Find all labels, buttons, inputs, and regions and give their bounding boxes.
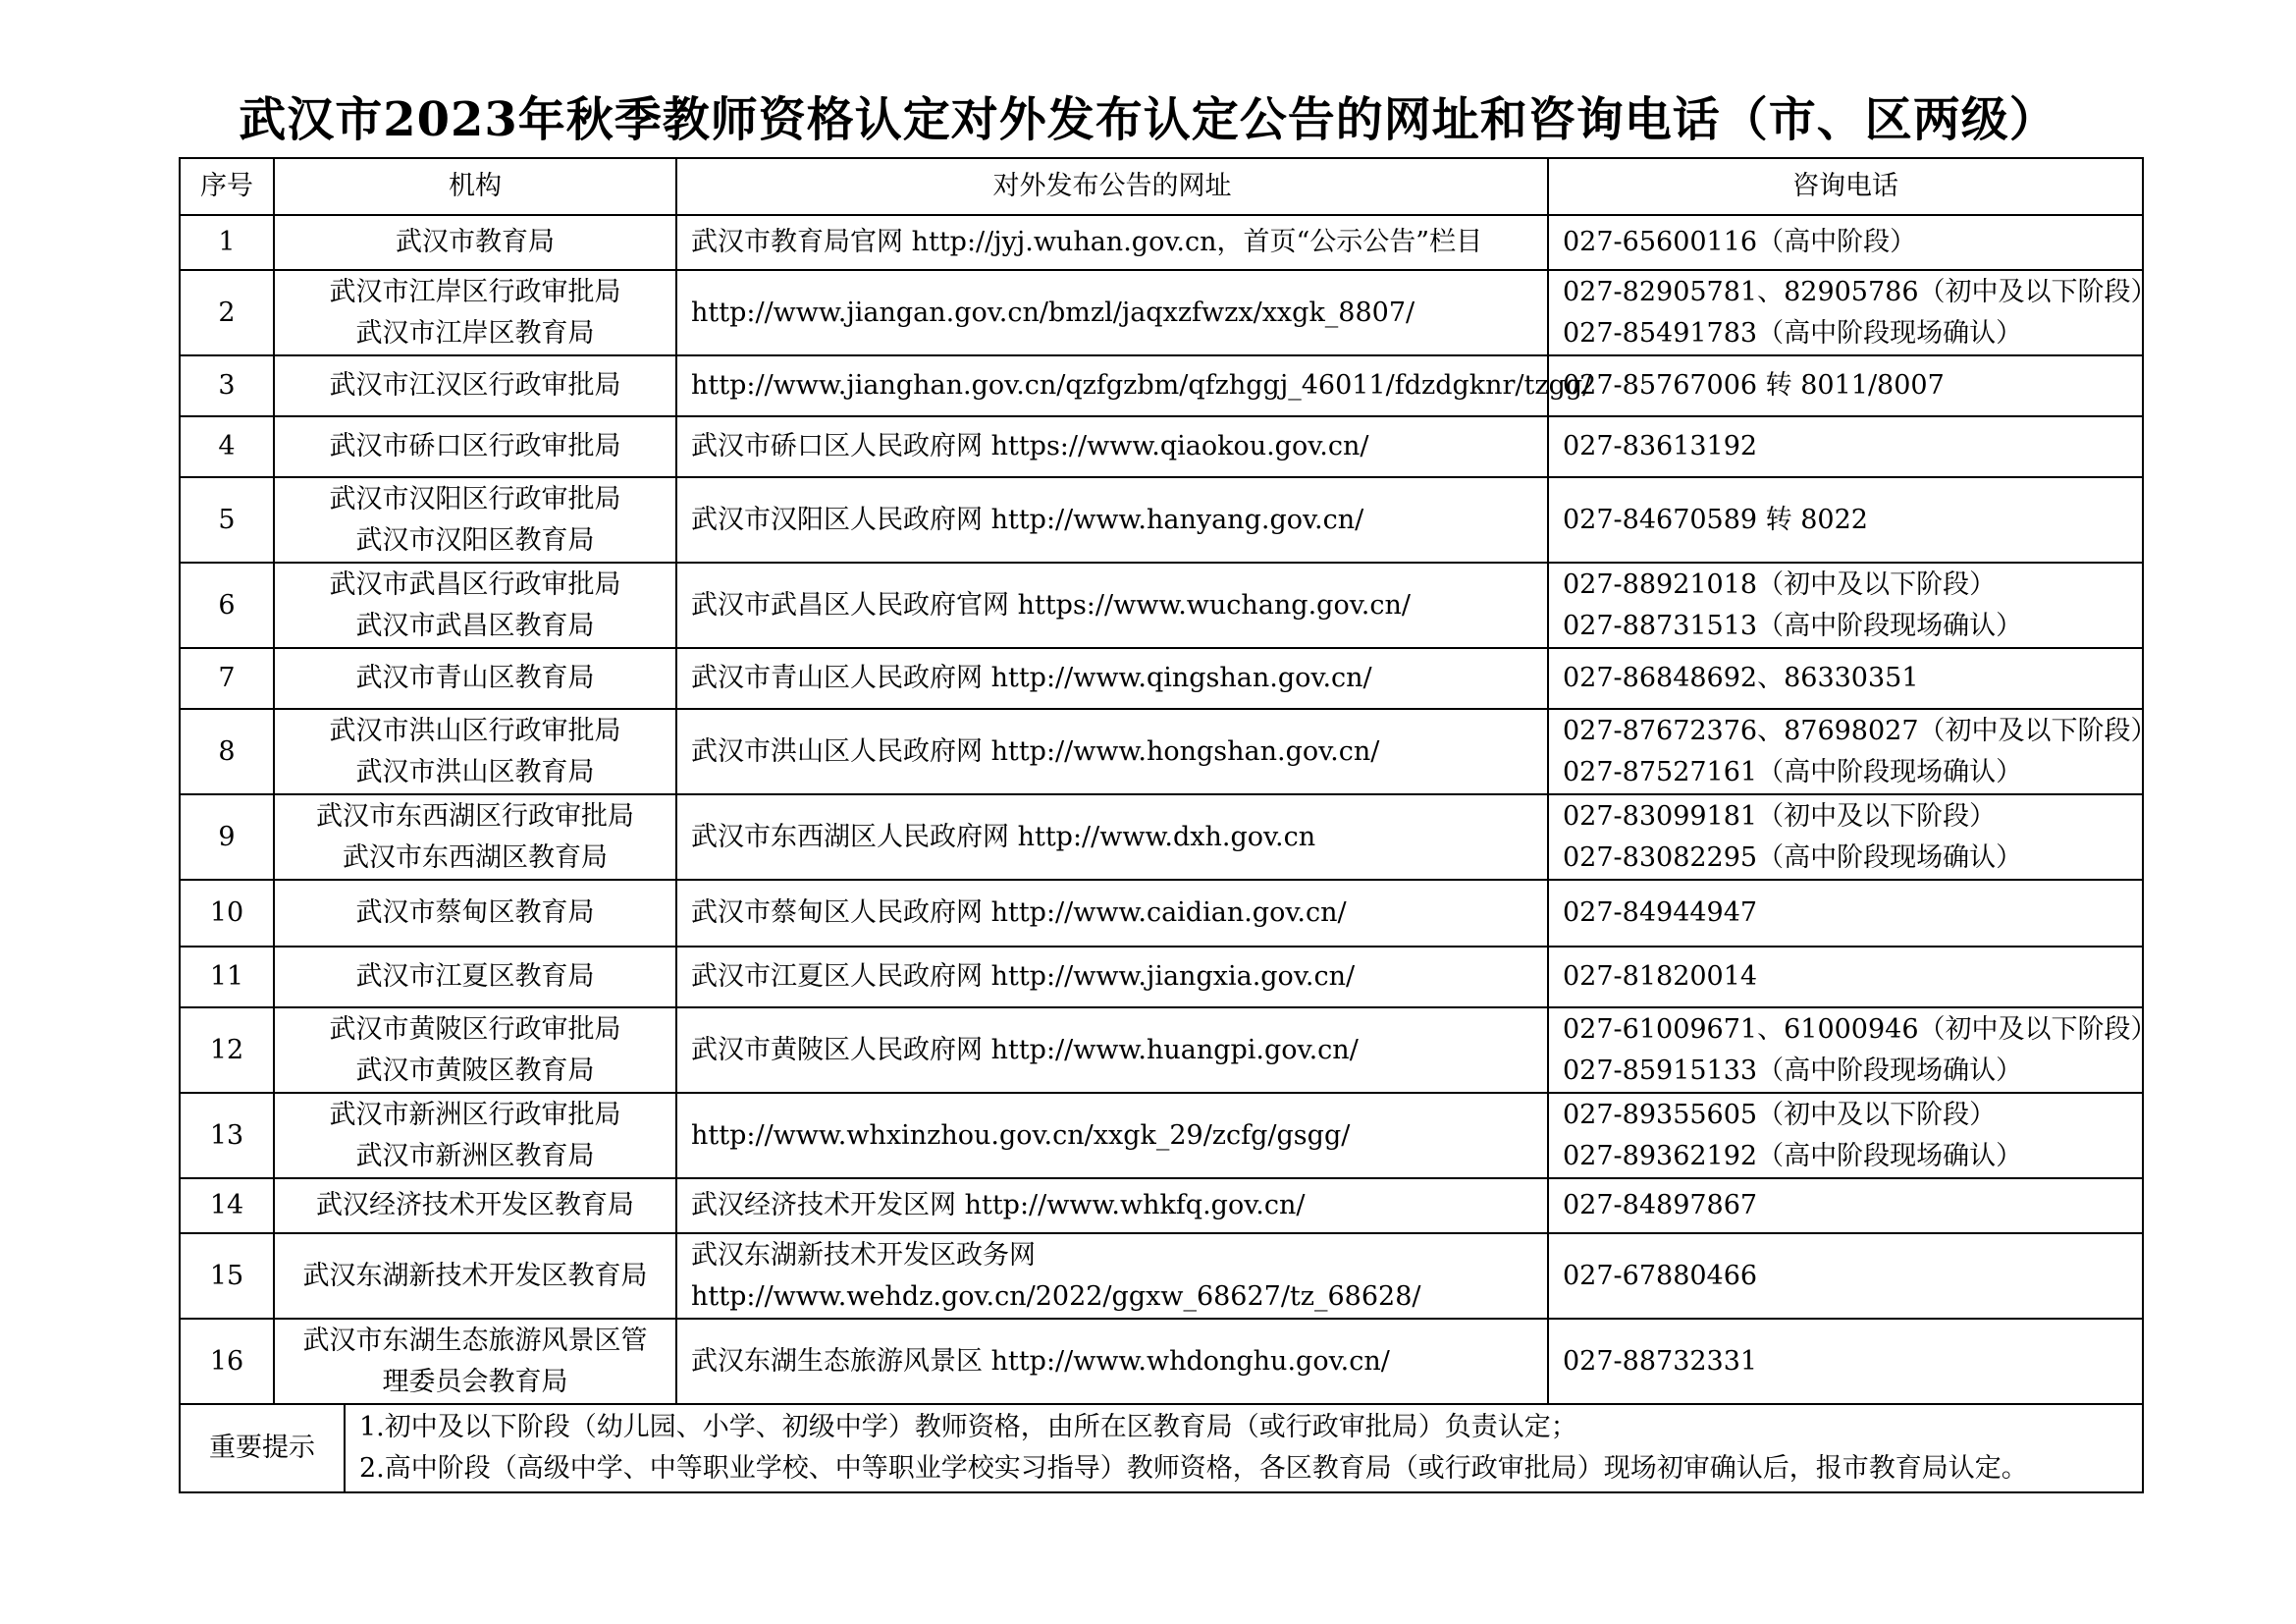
cell-org-line: 武汉市黄陂区行政审批局 — [329, 1013, 621, 1045]
cell-url — [676, 1007, 1548, 1093]
cell-seq: 1 — [180, 215, 274, 270]
cell-url-line: 武汉市东西湖区人民政府网 http://www.dxh.gov.cn — [691, 821, 1316, 852]
cell-url-line: 武汉市硚口区人民政府网 https://www.qiaokou.gov.cn/ — [691, 431, 1369, 461]
cell-org — [274, 270, 676, 355]
cell-org — [274, 1007, 676, 1093]
cell-org — [274, 880, 676, 947]
cell-seq: 12 — [180, 1007, 274, 1093]
table-row — [180, 215, 2143, 270]
cell-url — [676, 1093, 1548, 1178]
cell-tel-line: 027-87672376、87698027（初中及以下阶段） — [1563, 715, 2158, 746]
cell-org — [274, 1319, 676, 1404]
cell-tel — [1548, 709, 2158, 794]
header-seq: 序号 — [180, 158, 274, 215]
cell-seq: 3 — [180, 355, 274, 416]
page-title: 武汉市2023年秋季教师资格认定对外发布认定公告的网址和咨询电话（市、区两级） — [239, 92, 2057, 147]
cell-tel-line: 027-84670589 转 8022 — [1563, 504, 1868, 535]
cell-org-line: 武汉市硚口区行政审批局 — [329, 431, 621, 461]
cell-tel-line: 027-83082295（高中阶段现场确认） — [1563, 841, 2023, 873]
cell-url-line: 武汉市汉阳区人民政府网 http://www.hanyang.gov.cn/ — [691, 504, 1364, 535]
cell-org — [274, 1093, 676, 1178]
cell-url — [676, 794, 1548, 880]
cell-org-line: 武汉市教育局 — [396, 227, 555, 257]
cell-tel-line: 027-88921018（初中及以下阶段） — [1563, 568, 1997, 600]
notes-label-box: 重要提示 — [181, 1405, 346, 1491]
cell-url — [676, 477, 1548, 563]
cell-seq: 13 — [180, 1093, 274, 1178]
cell-url-line: 武汉市武昌区人民政府官网 https://www.wuchang.gov.cn/ — [691, 589, 1411, 621]
cell-tel-line: 027-85491783（高中阶段现场确认） — [1563, 317, 2023, 349]
table-row — [180, 416, 2143, 477]
cell-seq: 9 — [180, 794, 274, 880]
cell-seq: 10 — [180, 880, 274, 947]
cell-tel — [1548, 947, 2143, 1007]
table-row — [180, 355, 2143, 416]
cell-org — [274, 648, 676, 709]
cell-org-line: 武汉市江岸区教育局 — [355, 317, 595, 349]
table-row — [180, 648, 2143, 709]
table-row — [180, 1319, 2143, 1404]
cell-tel-line: 027-89355605（初中及以下阶段） — [1563, 1099, 1997, 1130]
cell-tel-line: 027-85915133（高中阶段现场确认） — [1563, 1055, 2023, 1086]
cell-org-line: 武汉市新洲区行政审批局 — [329, 1099, 621, 1130]
cell-url-line: 武汉市洪山区人民政府网 http://www.hongshan.gov.cn/ — [691, 735, 1380, 767]
cell-tel — [1548, 794, 2143, 880]
cell-org-line: 武汉市汉阳区行政审批局 — [329, 483, 621, 514]
cell-org-line: 武汉市武昌区教育局 — [355, 610, 595, 641]
cell-url — [676, 270, 1548, 355]
cell-tel — [1548, 477, 2143, 563]
cell-tel — [1548, 215, 2143, 270]
table-row — [180, 880, 2143, 947]
cell-url — [676, 1233, 1548, 1319]
cell-url-line: 武汉市蔡甸区人民政府网 http://www.caidian.gov.cn/ — [691, 897, 1347, 928]
table-row — [180, 1007, 2143, 1093]
cell-url — [676, 1178, 1548, 1233]
table-row — [180, 1233, 2143, 1319]
cell-org-line: 武汉市洪山区教育局 — [355, 756, 595, 787]
cell-tel-line: 027-87527161（高中阶段现场确认） — [1563, 756, 2023, 787]
cell-url — [676, 947, 1548, 1007]
cell-org-line: 武汉市东西湖区教育局 — [343, 841, 608, 873]
note-line: 2.高中阶段（高级中学、中等职业学校、中等职业学校实习指导）教师资格，各区教育局（或行政审批局）现场初审确认后，报市教育局认定。 — [359, 1453, 2028, 1484]
cell-tel-line: 027-81820014 — [1563, 961, 1758, 992]
table-row — [180, 794, 2143, 880]
table-row — [180, 270, 2143, 355]
note-line: 1.初中及以下阶段（幼儿园、小学、初级中学）教师资格，由所在区教育局（或行政审批局）负责认定； — [359, 1412, 1577, 1442]
table-row — [180, 563, 2143, 648]
cell-url-line: 武汉市江夏区人民政府网 http://www.jiangxia.gov.cn/ — [691, 961, 1356, 992]
table-header-row — [180, 158, 2143, 215]
cell-tel — [1548, 355, 2143, 416]
cell-url — [676, 1319, 1548, 1404]
cell-seq: 14 — [180, 1178, 274, 1233]
table-row — [180, 477, 2143, 563]
cell-tel-line: 027-83099181（初中及以下阶段） — [1563, 800, 1997, 832]
cell-url — [676, 563, 1548, 648]
cell-org-line: 武汉市黄陂区教育局 — [355, 1055, 595, 1086]
cell-org-line: 武汉市青山区教育局 — [355, 663, 595, 693]
cell-org-line: 理委员会教育局 — [382, 1366, 568, 1397]
cell-org — [274, 947, 676, 1007]
table-row — [180, 1178, 2143, 1233]
cell-url-line: 武汉市黄陂区人民政府网 http://www.huangpi.gov.cn/ — [691, 1034, 1359, 1065]
cell-org — [274, 563, 676, 648]
cell-tel-line: 027-67880466 — [1563, 1260, 1758, 1291]
cell-tel — [1548, 1178, 2143, 1233]
cell-org — [274, 709, 676, 794]
cell-url-line: http://www.jiangan.gov.cn/bmzl/jaqxzfwzx/xxgk_8807/ — [691, 297, 1415, 328]
cell-url — [676, 215, 1548, 270]
header-org: 机构 — [274, 158, 676, 215]
cell-tel-line: 027-88731513（高中阶段现场确认） — [1563, 610, 2023, 641]
cell-seq: 15 — [180, 1233, 274, 1319]
cell-url — [676, 880, 1548, 947]
cell-org-line: 武汉市新洲区教育局 — [355, 1140, 595, 1171]
table-row — [180, 947, 2143, 1007]
cell-tel — [1548, 1093, 2143, 1178]
cell-org — [274, 416, 676, 477]
cell-org-line: 武汉市蔡甸区教育局 — [355, 897, 595, 928]
cell-seq: 7 — [180, 648, 274, 709]
cell-seq: 6 — [180, 563, 274, 648]
contact-table — [179, 157, 2158, 1493]
cell-seq: 11 — [180, 947, 274, 1007]
cell-seq: 8 — [180, 709, 274, 794]
cell-org — [274, 215, 676, 270]
cell-url-line: 武汉东湖生态旅游风景区 http://www.whdonghu.gov.cn/ — [691, 1345, 1390, 1377]
cell-tel — [1548, 880, 2143, 947]
cell-tel-line: 027-61009671、61000946（初中及以下阶段） — [1563, 1013, 2158, 1045]
cell-tel — [1548, 270, 2158, 355]
cell-org-line: 武汉东湖新技术开发区教育局 — [302, 1260, 648, 1291]
notes-row — [180, 1404, 2143, 1492]
cell-tel — [1548, 1319, 2143, 1404]
cell-url-line: http://www.whxinzhou.gov.cn/xxgk_29/zcfg/gsgg/ — [691, 1119, 1351, 1151]
table-row — [180, 1093, 2143, 1178]
cell-url — [676, 709, 1548, 794]
cell-tel — [1548, 563, 2143, 648]
cell-org — [274, 477, 676, 563]
cell-url — [676, 416, 1548, 477]
cell-org-line: 武汉市江汉区行政审批局 — [329, 370, 621, 401]
cell-org-line: 武汉市东湖生态旅游风景区管 — [302, 1325, 648, 1356]
cell-org-line: 武汉市武昌区行政审批局 — [329, 568, 621, 600]
cell-seq: 16 — [180, 1319, 274, 1404]
cell-url — [676, 355, 1592, 416]
notes-label — [180, 1404, 315, 1492]
notes-text — [274, 1404, 2143, 1492]
cell-tel-line: 027-84897867 — [1563, 1190, 1758, 1220]
cell-url — [676, 648, 1548, 709]
table-row — [180, 709, 2143, 794]
cell-org-line: 武汉市东西湖区行政审批局 — [316, 800, 634, 832]
cell-org-line: 武汉市洪山区行政审批局 — [329, 715, 621, 746]
cell-tel-line: 027-88732331 — [1563, 1345, 1758, 1377]
cell-tel-line: 027-86848692、86330351 — [1563, 663, 1919, 693]
cell-org — [274, 1233, 676, 1319]
cell-seq: 5 — [180, 477, 274, 563]
cell-tel-line: 027-83613192 — [1563, 431, 1758, 461]
cell-url-line: http://www.jianghan.gov.cn/qzfgzbm/qfzhggj_46011/fdzdgknr/tzgg/ — [691, 370, 1592, 401]
cell-org-line: 武汉市江岸区行政审批局 — [329, 276, 621, 307]
cell-tel — [1548, 1007, 2158, 1093]
cell-tel-line: 027-65600116（高中阶段） — [1563, 227, 1917, 257]
cell-tel — [1548, 648, 2143, 709]
cell-tel-line: 027-82905781、82905786（初中及以下阶段） — [1563, 276, 2158, 307]
cell-org — [274, 794, 676, 880]
cell-tel — [1548, 416, 2143, 477]
cell-tel-line: 027-84944947 — [1563, 897, 1758, 928]
cell-url-line: 武汉市青山区人民政府网 http://www.qingshan.gov.cn/ — [691, 663, 1372, 693]
cell-seq: 2 — [180, 270, 274, 355]
cell-org — [274, 1178, 676, 1233]
table-body — [180, 215, 2158, 1492]
cell-url-line: 武汉市教育局官网 http://jyj.wuhan.gov.cn，首页“公示公告”栏目 — [691, 227, 1483, 257]
cell-tel-line: 027-85767006 转 8011/8007 — [1563, 370, 1945, 401]
cell-org-line: 武汉市汉阳区教育局 — [355, 524, 595, 556]
cell-tel-line: 027-89362192（高中阶段现场确认） — [1563, 1140, 2023, 1171]
cell-tel — [1548, 1233, 2143, 1319]
header-url: 对外发布公告的网址 — [676, 158, 1548, 215]
cell-url-line: 武汉东湖新技术开发区政务网 — [691, 1239, 1036, 1271]
cell-seq: 4 — [180, 416, 274, 477]
cell-org-line: 武汉经济技术开发区教育局 — [316, 1190, 634, 1220]
header-tel: 咨询电话 — [1548, 158, 2143, 215]
cell-url-line: http://www.wehdz.gov.cn/2022/ggxw_68627/tz_68628/ — [691, 1280, 1421, 1312]
cell-org — [274, 355, 676, 416]
cell-url-line: 武汉经济技术开发区网 http://www.whkfq.gov.cn/ — [691, 1190, 1306, 1220]
cell-org-line: 武汉市江夏区教育局 — [355, 961, 595, 992]
